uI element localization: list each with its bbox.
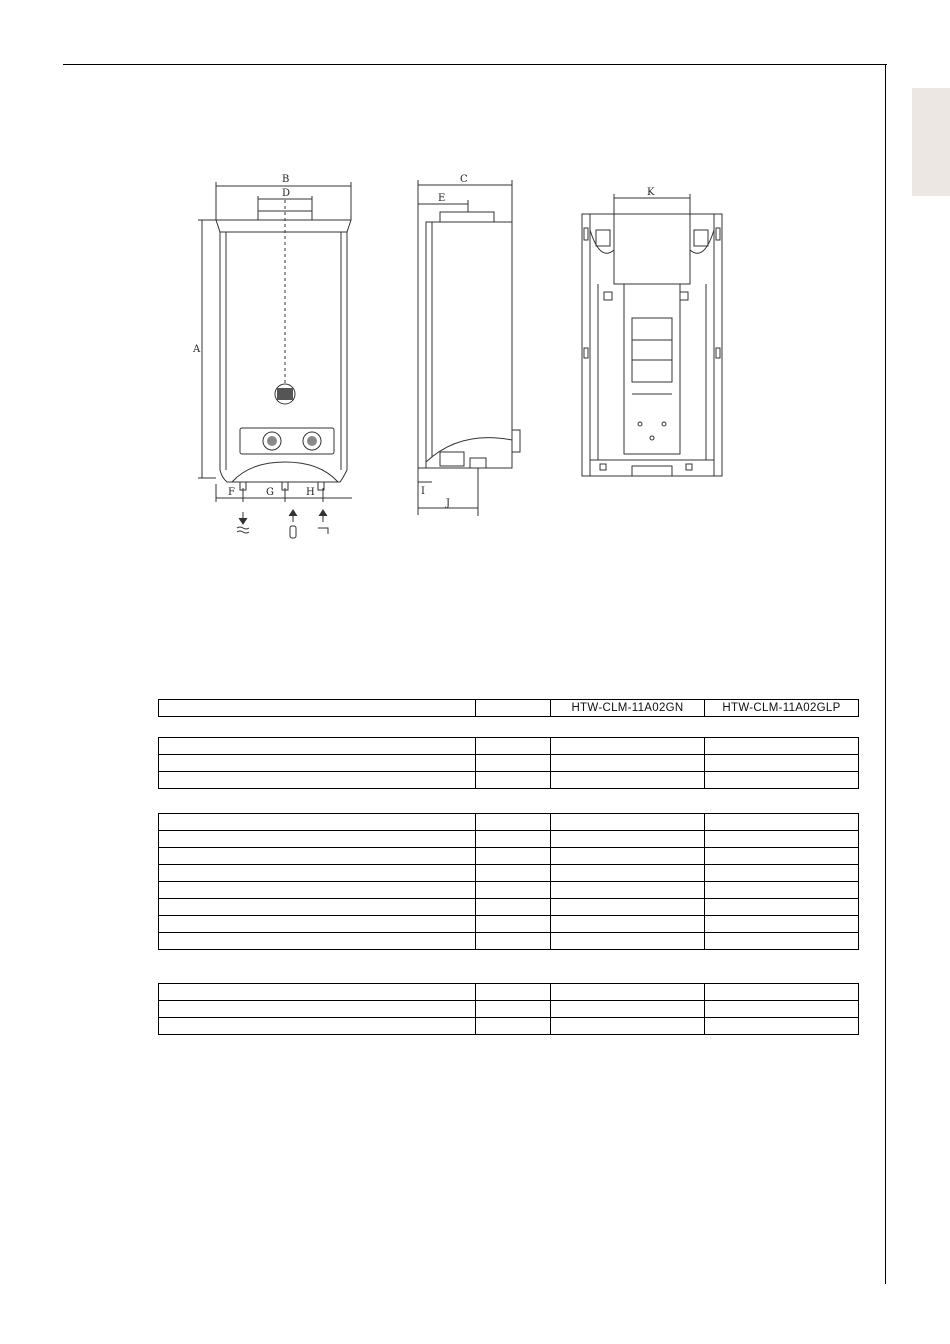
label-k: K	[647, 187, 655, 198]
table-row	[159, 772, 859, 789]
table-cell	[159, 1018, 476, 1035]
table-cell	[551, 916, 705, 933]
table-row	[159, 848, 859, 865]
table-cell	[159, 1001, 476, 1018]
label-a: A	[193, 344, 201, 355]
label-d: D	[282, 188, 291, 199]
table-cell	[705, 814, 859, 831]
table-cell	[476, 755, 551, 772]
table-cell	[159, 933, 476, 950]
table-cell	[159, 984, 476, 1001]
table-cell	[551, 1001, 705, 1018]
right-rule	[885, 64, 886, 1284]
table-cell	[705, 1018, 859, 1035]
model-glp-header: HTW-CLM-11A02GLP	[705, 700, 859, 717]
table-cell	[159, 772, 476, 789]
top-rule	[63, 64, 887, 65]
table-cell	[551, 755, 705, 772]
table-cell	[159, 882, 476, 899]
label-j: J	[446, 498, 451, 509]
table-cell	[476, 916, 551, 933]
table-row	[159, 814, 859, 831]
table-cell	[705, 831, 859, 848]
table-cell	[476, 831, 551, 848]
label-c: C	[460, 174, 468, 185]
table-cell	[476, 738, 551, 755]
spec-group-2-table	[158, 813, 859, 950]
table-cell	[551, 984, 705, 1001]
table-cell	[476, 772, 551, 789]
table-cell	[476, 814, 551, 831]
label-f: F	[228, 487, 235, 498]
table-cell	[551, 772, 705, 789]
table-cell	[551, 882, 705, 899]
table-row	[159, 700, 859, 717]
label-e: E	[438, 193, 446, 204]
table-cell	[159, 755, 476, 772]
spec-group-1-table	[158, 737, 859, 789]
table-cell	[705, 984, 859, 1001]
table-cell	[159, 916, 476, 933]
table-cell	[159, 700, 476, 717]
table-row	[159, 882, 859, 899]
table-cell	[159, 831, 476, 848]
table-cell	[476, 882, 551, 899]
table-cell	[159, 738, 476, 755]
table-cell	[705, 899, 859, 916]
table-cell	[159, 814, 476, 831]
table-cell	[551, 814, 705, 831]
table-row	[159, 933, 859, 950]
table-cell	[476, 1018, 551, 1035]
model-gn-header: HTW-CLM-11A02GN	[551, 700, 705, 717]
table-cell	[551, 933, 705, 950]
table-cell	[551, 831, 705, 848]
table-row	[159, 1018, 859, 1035]
table-row	[159, 755, 859, 772]
table-cell	[551, 848, 705, 865]
table-cell	[476, 848, 551, 865]
table-row	[159, 1001, 859, 1018]
table-cell	[159, 848, 476, 865]
table-cell	[551, 1018, 705, 1035]
table-cell	[476, 899, 551, 916]
table-row	[159, 738, 859, 755]
table-cell	[705, 848, 859, 865]
front-view-drawing	[185, 170, 365, 550]
section-tab	[912, 88, 950, 196]
table-cell	[705, 916, 859, 933]
table-cell	[551, 899, 705, 916]
table-cell	[159, 899, 476, 916]
table-cell	[476, 933, 551, 950]
label-i: I	[421, 486, 425, 497]
table-row	[159, 984, 859, 1001]
table-cell	[476, 700, 551, 717]
table-cell	[159, 865, 476, 882]
table-cell	[705, 865, 859, 882]
label-h: H	[306, 487, 315, 498]
table-cell	[705, 772, 859, 789]
table-cell	[705, 755, 859, 772]
table-row	[159, 916, 859, 933]
table-cell	[551, 865, 705, 882]
table-cell	[476, 984, 551, 1001]
spec-group-3-table	[158, 983, 859, 1035]
label-g: G	[266, 487, 274, 498]
table-cell	[705, 933, 859, 950]
table-cell	[476, 865, 551, 882]
table-cell	[476, 1001, 551, 1018]
table-cell	[705, 1001, 859, 1018]
table-row	[159, 831, 859, 848]
table-cell	[705, 738, 859, 755]
label-b: B	[282, 174, 290, 185]
side-view-drawing	[410, 170, 540, 530]
table-cell	[551, 738, 705, 755]
table-row	[159, 899, 859, 916]
table-cell	[705, 882, 859, 899]
table-row	[159, 865, 859, 882]
back-view-drawing	[575, 170, 735, 490]
model-header-table	[158, 699, 859, 717]
